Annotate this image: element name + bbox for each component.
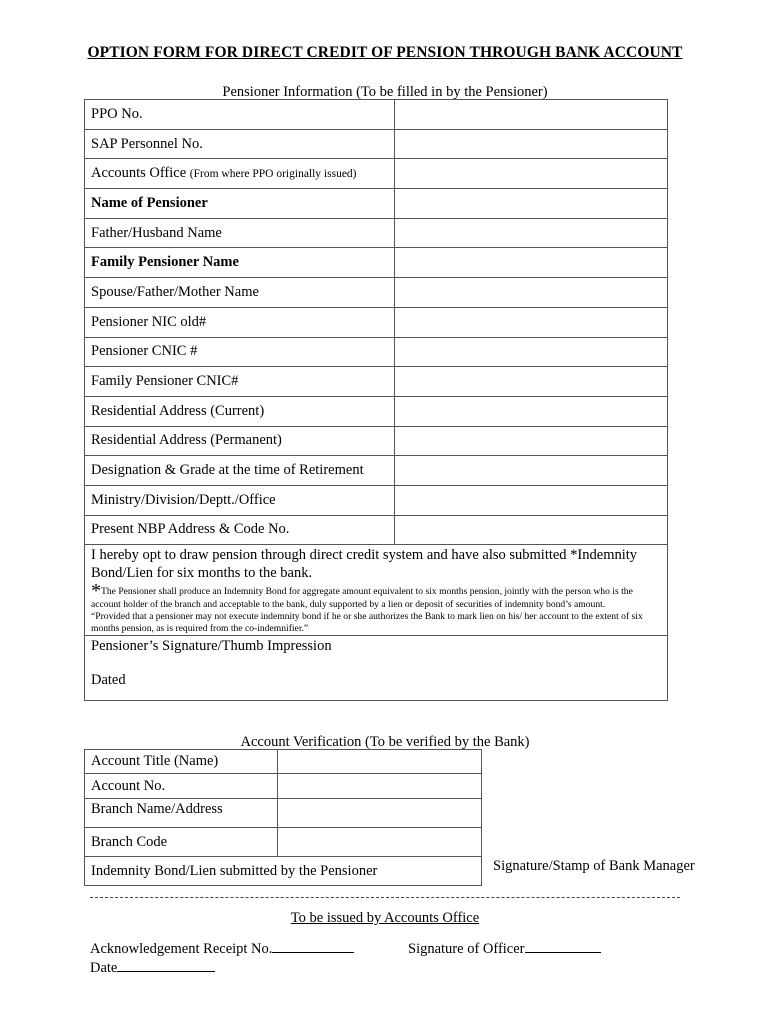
acknowledgement-receipt-field[interactable] xyxy=(272,939,354,953)
pensioner-signature-label: Pensioner’s Signature/Thumb Impression xyxy=(91,638,332,655)
bank-section-caption: Account Verification (To be verified by the Bank) xyxy=(240,734,530,750)
pensioner-signature-cell[interactable] xyxy=(85,636,668,701)
ministry-division-field[interactable] xyxy=(394,485,667,515)
table-row xyxy=(85,857,482,886)
table-row xyxy=(85,396,668,426)
table-row xyxy=(85,189,668,219)
issue-date-field[interactable] xyxy=(117,958,215,972)
signature-row xyxy=(85,636,668,701)
declaration-text: I hereby opt to draw pension through direct credit system and have also submitted *Indemnity Bond/Lien for six months to the bank. xyxy=(91,547,638,582)
table-row xyxy=(85,774,482,799)
declaration-row xyxy=(85,545,668,636)
father-husband-name-label: Father/Husband Name xyxy=(91,224,222,241)
table-row xyxy=(85,248,668,278)
footnote-text-2: “Provided that a pensioner may not execute indemnity bond if he or she authorizes the Bank to mark lien on his/ her account to the extent of six months pension, as is required from the co-indemnifier.” xyxy=(91,610,643,634)
family-pensioner-cnic-label: Family Pensioner CNIC# xyxy=(91,373,239,390)
designation-grade-field[interactable] xyxy=(394,456,667,486)
branch-name-address-field[interactable] xyxy=(278,799,482,828)
family-pensioner-name-field[interactable] xyxy=(394,248,667,278)
account-no-label: Account No. xyxy=(91,777,166,794)
footnote-text-1: The Pensioner shall produce an Indemnity Bond for aggregate amount equivalent to six months pension, jointly with the person who is the account holder of the branch and acceptable to the bank, duly supported by a lien or deposit of securities of indemnity bond’s amount. xyxy=(91,586,633,610)
pensioner-section-caption: Pensioner Information (To be filled in by the Pensioner) xyxy=(222,84,548,100)
issue-date-label: Date xyxy=(90,960,118,976)
footnote-asterisk: * xyxy=(91,580,101,603)
account-no-field[interactable] xyxy=(278,774,482,799)
spouse-father-mother-name-field[interactable] xyxy=(394,278,667,308)
table-row xyxy=(85,456,668,486)
spouse-father-mother-name-label: Spouse/Father/Mother Name xyxy=(91,283,259,300)
table-row xyxy=(85,426,668,456)
pensioner-cnic-field[interactable] xyxy=(394,337,667,367)
sap-personnel-no-field[interactable] xyxy=(394,129,667,159)
pensioner-cnic-label: Pensioner CNIC # xyxy=(91,343,198,360)
form-title: OPTION FORM FOR DIRECT CREDIT OF PENSION THROUGH BANK ACCOUNT xyxy=(87,44,683,61)
table-row xyxy=(85,799,482,828)
table-row xyxy=(85,278,668,308)
nbp-address-code-field[interactable] xyxy=(394,515,667,545)
officer-signature-field[interactable] xyxy=(525,939,601,953)
father-husband-name-field[interactable] xyxy=(394,218,667,248)
sap-personnel-no-label: SAP Personnel No. xyxy=(91,135,203,152)
indemnity-footnote xyxy=(91,580,661,635)
bank-manager-signature-label: Signature/Stamp of Bank Manager xyxy=(493,858,695,874)
table-row xyxy=(85,828,482,857)
table-row xyxy=(85,159,668,189)
table-row xyxy=(85,218,668,248)
ministry-division-label: Ministry/Division/Deptt./Office xyxy=(91,491,276,508)
nbp-address-code-label: Present NBP Address & Code No. xyxy=(91,521,290,538)
table-row xyxy=(85,129,668,159)
ppo-no-label: PPO No. xyxy=(91,105,143,122)
table-row xyxy=(85,100,668,130)
accounts-office-field[interactable] xyxy=(394,159,667,189)
name-of-pensioner-label: Name of Pensioner xyxy=(91,194,208,211)
row-label xyxy=(85,100,395,130)
account-title-field[interactable] xyxy=(278,750,482,774)
family-pensioner-name-label: Family Pensioner Name xyxy=(91,254,239,271)
pensioner-nic-old-label: Pensioner NIC old# xyxy=(91,313,207,330)
table-row xyxy=(85,485,668,515)
residential-address-current-label: Residential Address (Current) xyxy=(91,402,265,419)
table-row xyxy=(85,515,668,545)
accounts-office-label: Accounts Office xyxy=(91,165,187,182)
table-row xyxy=(85,367,668,397)
residential-address-permanent-label: Residential Address (Permanent) xyxy=(91,432,282,449)
issue-date xyxy=(90,958,215,977)
acknowledgement-receipt-label: Acknowledgement Receipt No. xyxy=(90,941,273,957)
designation-grade-label: Designation & Grade at the time of Retirement xyxy=(91,462,364,479)
officer-signature xyxy=(408,939,601,958)
name-of-pensioner-field[interactable] xyxy=(394,189,667,219)
pensioner-info-table xyxy=(84,99,668,701)
branch-code-label: Branch Code xyxy=(91,833,168,850)
family-pensioner-cnic-field[interactable] xyxy=(394,367,667,397)
acknowledgement-receipt xyxy=(90,939,354,958)
account-title-label: Account Title (Name) xyxy=(91,753,219,769)
officer-signature-label: Signature of Officer xyxy=(408,941,525,957)
residential-address-current-field[interactable] xyxy=(394,396,667,426)
table-row xyxy=(85,307,668,337)
residential-address-permanent-field[interactable] xyxy=(394,426,667,456)
account-verification-table xyxy=(84,749,482,886)
pensioner-nic-old-field[interactable] xyxy=(394,307,667,337)
accounts-office-note: (From where PPO originally issued) xyxy=(189,168,357,181)
table-row xyxy=(85,337,668,367)
branch-name-address-label: Branch Name/Address xyxy=(91,801,223,817)
indemnity-bond-submitted-label: Indemnity Bond/Lien submitted by the Pensioner xyxy=(91,862,378,879)
branch-code-field[interactable] xyxy=(278,828,482,857)
cut-line-divider xyxy=(90,897,680,898)
dated-label: Dated xyxy=(91,672,126,689)
accounts-office-heading: To be issued by Accounts Office xyxy=(290,910,480,926)
table-row xyxy=(85,750,482,774)
ppo-no-field[interactable] xyxy=(394,100,667,130)
